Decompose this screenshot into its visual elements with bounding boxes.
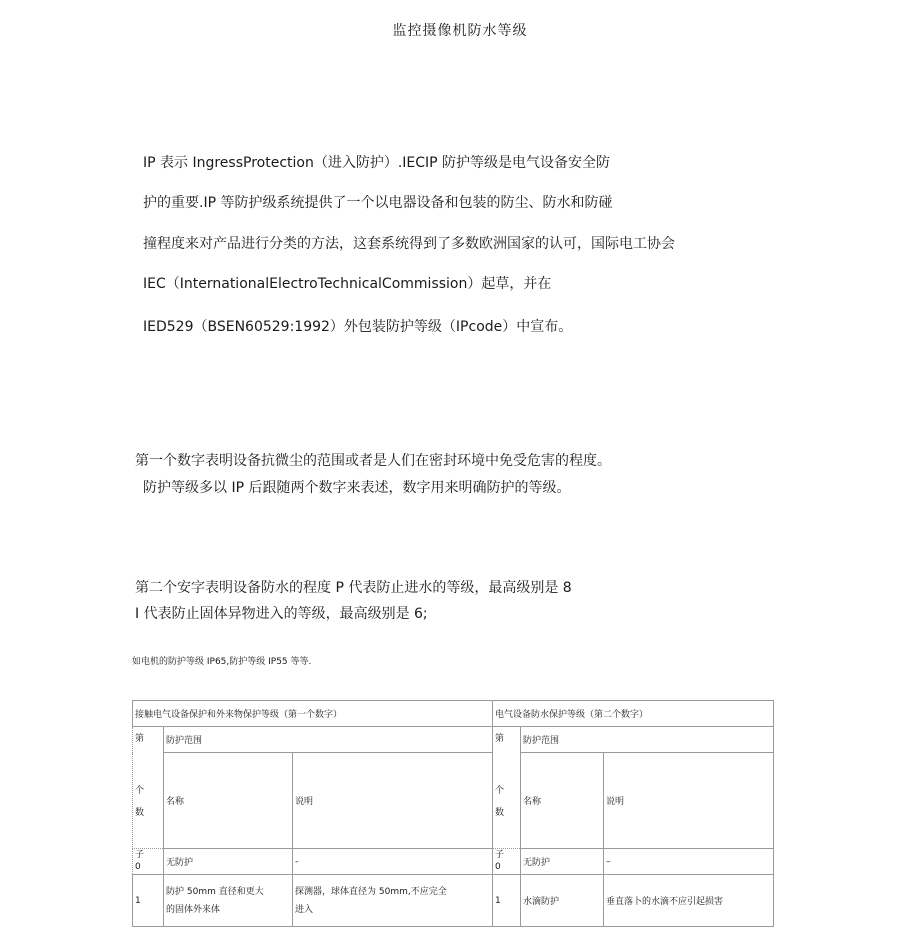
left-row1-desc-b: 进入 — [295, 905, 314, 915]
right-digit-label-c: 数 — [495, 808, 505, 818]
left-row1-desc-a: 探测器，球体直径为 50mm,不应完全 — [295, 887, 447, 897]
right-digit-label-b: 个 — [495, 786, 505, 796]
right-table-header: 电气设备防水保护等级（第二个数字） — [493, 701, 774, 727]
left-digit-label-a: 第 — [135, 734, 145, 744]
right-digit-label-a: 第 — [495, 734, 505, 744]
right-row0-name: 无防护 — [521, 849, 604, 875]
right-row1-name: 水滴防护 — [521, 875, 604, 927]
example-note: 如电机的防护等级 IP65,防护等级 IP55 等等. — [132, 657, 312, 667]
left-row1-name-a: 防护 50mm 直径和更大 — [166, 887, 264, 897]
intro-line-4: IEC（InternationalElectroTechnicalCommission）起草，并在 — [143, 276, 552, 292]
left-row1-number: 1 — [133, 875, 164, 927]
protection-level-table — [132, 700, 774, 927]
left-row0-name: 无防护 — [164, 849, 293, 875]
right-row1-number: 1 — [493, 875, 521, 927]
right-row0-desc: – — [604, 849, 774, 875]
solid-protection-line: I 代表防止固体异物进入的等级，最高级别是 6; — [135, 606, 428, 622]
intro-line-3: 撞程度来对产品进行分类的方法，这套系统得到了多数欧洲国家的认可，国际电工协会 — [143, 236, 675, 252]
table-row — [133, 875, 774, 927]
left-table-header: 接触电气设备保护和外来物保护等级（第一个数字） — [133, 701, 493, 727]
right-row1-desc: 垂直落卜的水滴不应引起损害 — [604, 875, 774, 927]
left-row0-number-a: 子 — [135, 850, 145, 860]
left-range-header: 防护范围 — [164, 727, 493, 753]
right-row0-number-a: 子 — [495, 850, 505, 860]
page-title: 监控摄像机防水等级 — [392, 23, 528, 39]
left-row0-number-b: 0 — [135, 862, 141, 872]
right-digit-column-header — [493, 727, 521, 849]
intro-line-2: 护的重要.IP 等防护级系统提供了一个以电器设备和包装的防尘、防水和防碰 — [143, 195, 613, 211]
left-digit-label-c: 数 — [135, 808, 145, 818]
digit-description-line: 防护等级多以 IP 后跟随两个数字来表述，数字用来明确防护的等级。 — [143, 480, 571, 496]
right-row0-number-b: 0 — [495, 862, 501, 872]
left-row1-name — [164, 875, 293, 927]
intro-line-5: IED529（BSEN60529:1992）外包装防护等级（IPcode）中宣布。 — [143, 319, 573, 335]
right-desc-header: 说明 — [604, 753, 774, 849]
right-name-header: 名称 — [521, 753, 604, 849]
left-digit-label-b: 个 — [135, 786, 145, 796]
left-desc-header: 说明 — [293, 753, 493, 849]
right-row0-number — [493, 849, 521, 875]
second-digit-line: 第二个安字表明设备防水的程度 P 代表防止进水的等级，最高级别是 8 — [135, 580, 572, 596]
table-row — [133, 849, 774, 875]
intro-line-1: IP 表示 IngressProtection（进入防护）.IECIP 防护等级是电气设备安全防 — [143, 155, 611, 171]
left-digit-column-header — [133, 727, 164, 849]
left-row1-desc — [293, 875, 493, 927]
left-row0-desc: - — [293, 849, 493, 875]
first-digit-line: 第一个数字表明设备抗微尘的范围或者是人们在密封环境中免受危害的程度。 — [135, 453, 611, 469]
right-range-header: 防护范围 — [521, 727, 774, 753]
left-row0-number — [133, 849, 164, 875]
left-row1-name-b: 的固体外来体 — [166, 905, 221, 915]
left-name-header: 名称 — [164, 753, 293, 849]
